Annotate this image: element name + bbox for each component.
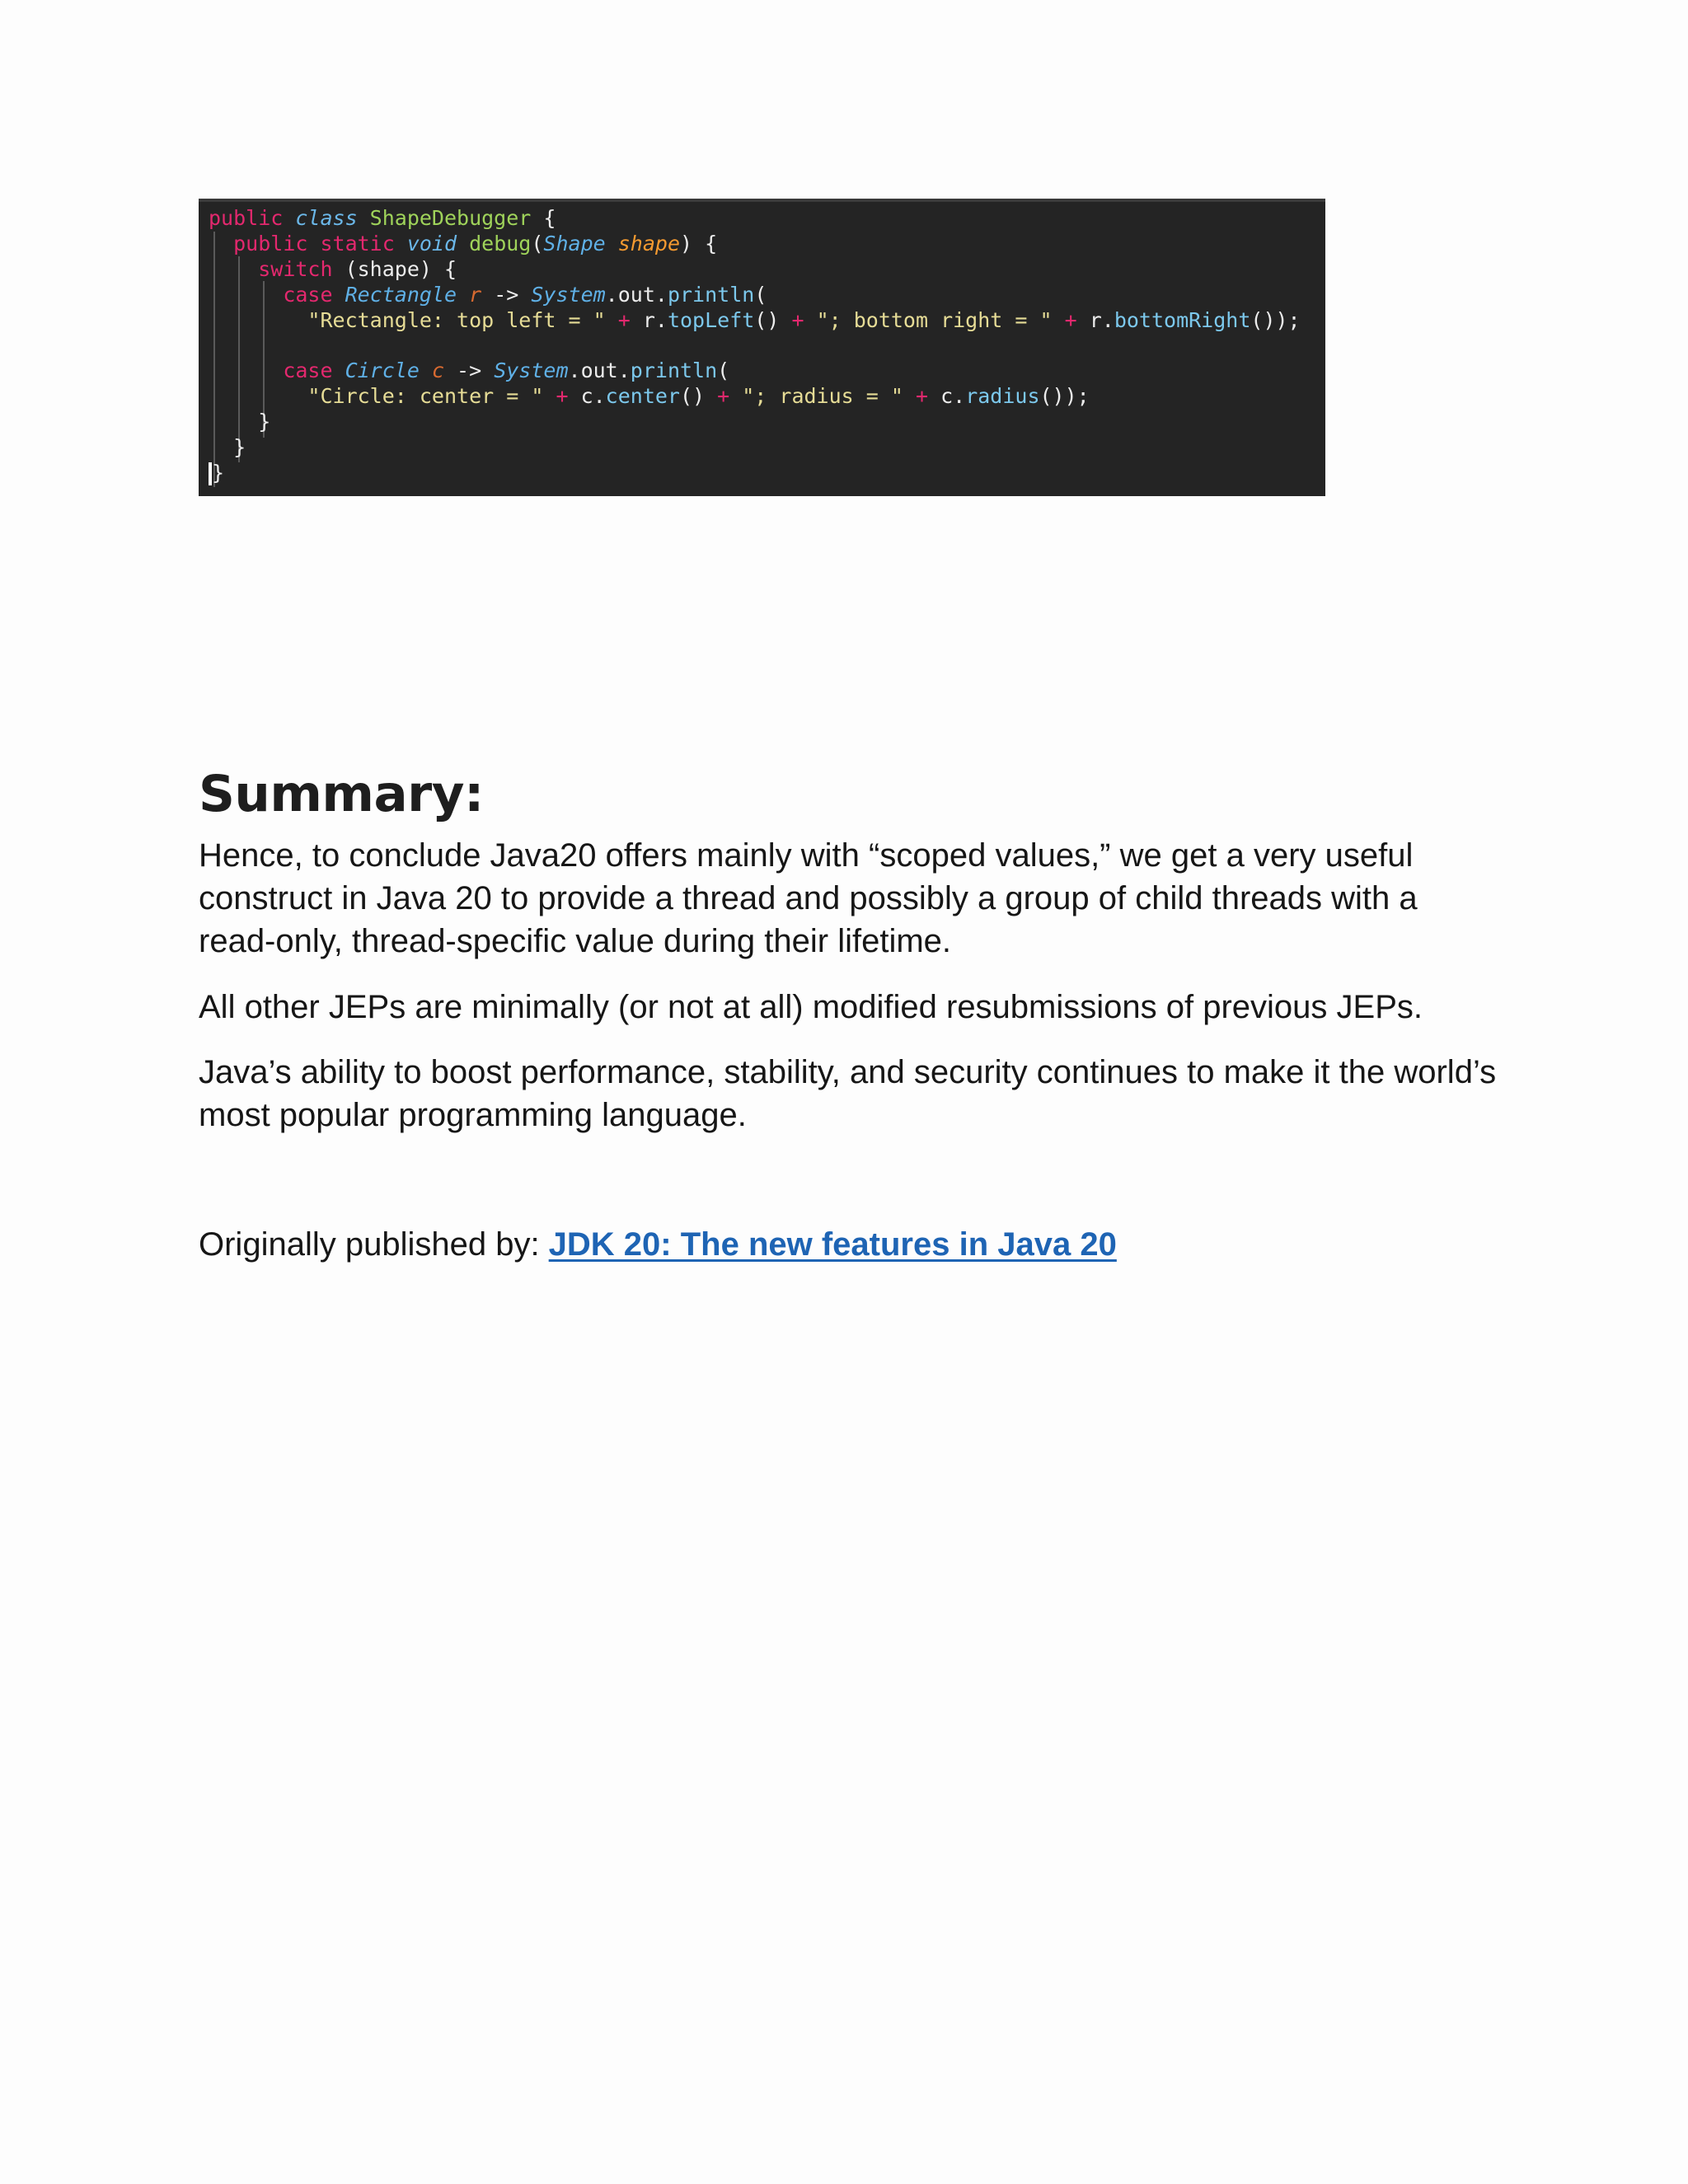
code-token: Circle bbox=[345, 359, 432, 382]
code-token bbox=[209, 384, 307, 408]
code-token: radius bbox=[965, 384, 1040, 408]
code-token: r bbox=[469, 283, 495, 307]
code-token: + bbox=[915, 384, 941, 408]
code-token: -> bbox=[457, 359, 495, 382]
code-token bbox=[209, 359, 283, 382]
code-token: c bbox=[431, 359, 457, 382]
code-token: "Circle: center = " bbox=[307, 384, 556, 408]
code-token: r. bbox=[642, 308, 668, 332]
code-token: + bbox=[617, 308, 643, 332]
code-token: "; radius = " bbox=[742, 384, 916, 408]
code-token: + bbox=[791, 308, 817, 332]
attribution-line bbox=[199, 1223, 1501, 1266]
code-listing bbox=[209, 205, 1325, 485]
code-token bbox=[209, 283, 283, 307]
attribution-prefix: Originally published by: bbox=[199, 1226, 549, 1263]
code-token: switch bbox=[258, 257, 345, 281]
code-token: println bbox=[667, 283, 755, 307]
code-token: ()); bbox=[1250, 308, 1301, 332]
code-line bbox=[209, 434, 1325, 460]
code-token: } bbox=[212, 461, 225, 485]
code-token: public static bbox=[233, 232, 407, 255]
code-line bbox=[209, 409, 1325, 434]
code-token: class bbox=[295, 206, 370, 230]
summary-paragraph-scoped-values: Hence, to conclude Java20 offers mainly with “scoped values,” we get a very useful construct in Java 20 to provide a thread and possibly a group of child threads with a read-only, thread-specific value during their lifetime. bbox=[199, 837, 1418, 959]
code-token: Rectangle bbox=[345, 283, 470, 307]
code-token: + bbox=[1064, 308, 1090, 332]
summary-heading: Summary: bbox=[199, 765, 484, 823]
code-token: { bbox=[543, 206, 556, 230]
code-token: case bbox=[283, 283, 345, 307]
code-token: ()); bbox=[1039, 384, 1090, 408]
code-token: ( bbox=[531, 232, 544, 255]
code-token: void bbox=[406, 232, 470, 255]
code-token bbox=[209, 308, 307, 332]
code-token: ( bbox=[754, 283, 767, 307]
code-token: ) { bbox=[680, 232, 718, 255]
code-token: . bbox=[654, 283, 668, 307]
code-token: println bbox=[630, 359, 718, 382]
code-line bbox=[209, 460, 1325, 485]
code-token: . bbox=[568, 359, 581, 382]
code-token: c. bbox=[580, 384, 606, 408]
code-token bbox=[209, 257, 258, 281]
code-token: out bbox=[580, 359, 618, 382]
code-token: topLeft bbox=[667, 308, 755, 332]
code-token: Shape bbox=[543, 232, 618, 255]
code-token: } bbox=[209, 410, 271, 434]
code-token: . bbox=[617, 359, 631, 382]
code-token: ( bbox=[717, 359, 730, 382]
code-token: case bbox=[283, 359, 345, 382]
code-screenshot bbox=[199, 199, 1325, 496]
code-token: () bbox=[679, 384, 718, 408]
code-token: debug bbox=[469, 232, 532, 255]
code-token: (shape) { bbox=[345, 257, 457, 281]
code-line bbox=[209, 307, 1325, 333]
code-token: "Rectangle: top left = " bbox=[307, 308, 618, 332]
code-token: . bbox=[605, 283, 618, 307]
code-line bbox=[209, 231, 1325, 256]
code-line bbox=[209, 333, 1325, 358]
code-token: "; bottom right = " bbox=[816, 308, 1065, 332]
code-token: c. bbox=[940, 384, 966, 408]
code-line bbox=[209, 205, 1325, 231]
code-token: out bbox=[617, 283, 655, 307]
code-line bbox=[209, 282, 1325, 307]
code-token: bottomRight bbox=[1114, 308, 1251, 332]
code-token bbox=[209, 232, 233, 255]
code-token: ShapeDebugger bbox=[369, 206, 544, 230]
code-token: + bbox=[556, 384, 581, 408]
code-token: System bbox=[494, 359, 569, 382]
code-token: () bbox=[754, 308, 792, 332]
code-token: } bbox=[209, 435, 246, 459]
code-token: -> bbox=[494, 283, 532, 307]
code-token: shape bbox=[617, 232, 680, 255]
code-token: System bbox=[531, 283, 606, 307]
source-article-link[interactable]: JDK 20: The new features in Java 20 bbox=[548, 1226, 1117, 1263]
code-line bbox=[209, 383, 1325, 409]
code-line bbox=[209, 256, 1325, 282]
code-line bbox=[209, 358, 1325, 383]
summary-paragraph-jeps: All other JEPs are minimally (or not at all) modified resubmissions of previous JEPs. bbox=[199, 989, 1423, 1025]
code-token: + bbox=[717, 384, 743, 408]
code-token: center bbox=[605, 384, 680, 408]
summary-paragraph-popularity: Java’s ability to boost performance, stability, and security continues to make it the world’s most popular programming language. bbox=[199, 1054, 1497, 1133]
code-token: public bbox=[209, 206, 296, 230]
code-token: r. bbox=[1089, 308, 1114, 332]
